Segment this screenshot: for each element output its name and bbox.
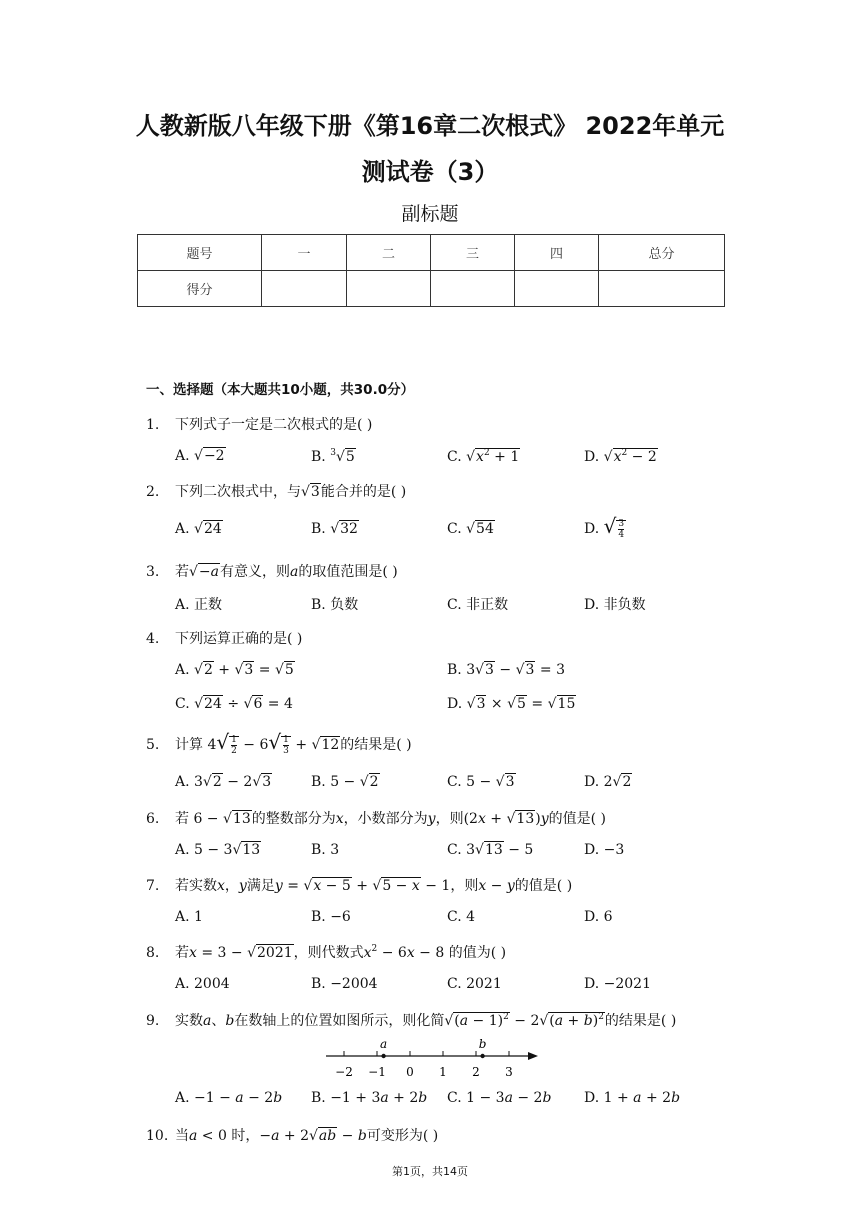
score-cell [347, 271, 431, 307]
question-9: 9. 实数a、b在数轴上的位置如图所示，则化简$√(a - 1)^2 - 2√(a + b)^2$的结果是( ) [146, 1012, 677, 1029]
question-number: 1. [146, 417, 160, 433]
score-table-header-row [138, 235, 725, 271]
option-9d: D. 1 + a + 2b [584, 1090, 681, 1106]
question-number: 9. [146, 1013, 160, 1029]
question-3: 3. 若√−a有意义，则a的取值范围是( ) [146, 564, 398, 580]
score-table-row [138, 271, 725, 307]
score-cell [431, 271, 515, 307]
option-7b: B. −6 [311, 909, 351, 925]
question-text: 下列式子一定是二次根式的是( ) [175, 417, 373, 433]
question-6: 6. 若 6 − √13的整数部分为x，小数部分为y，则(2x + √13)y的值是( ) [146, 811, 607, 827]
number-line-point [381, 1054, 385, 1058]
question-number: 3. [146, 564, 160, 580]
option-8a: A. 2004 [175, 976, 230, 992]
question-number: 10. [146, 1128, 169, 1144]
option-4c: C. √24 ÷ √6 = 4 [175, 696, 293, 712]
option-8c: C. 2021 [447, 976, 502, 992]
question-number: 6. [146, 811, 160, 827]
score-table [137, 234, 725, 307]
question-8: 8. 若x = 3 − √2021，则代数式$x^2 - 6x - 8$ 的值为( ) [146, 944, 507, 961]
option-5d: D. 2√2 [584, 774, 632, 790]
option-9a: A. −1 − a − 2b [175, 1090, 283, 1106]
option-5a: A. 3√2 − 2√3 [175, 774, 272, 790]
option-2d: D. √ $\frac{3}{4}$ [584, 514, 625, 540]
question-7: 7. 若实数x，y满足y = √x − 5 + √5 − x − 1，则x − y的值是( ) [146, 878, 573, 894]
option-4a: A. √2 + √3 = √5 [175, 662, 294, 678]
score-table-header: 题号 [138, 235, 262, 271]
option-2a: A. √24 [175, 521, 222, 537]
number-line-point-label: a [380, 1038, 388, 1051]
number-line-tick-label: −2 [335, 1065, 353, 1079]
number-line-point [480, 1054, 484, 1058]
option-3a: A. 正数 [175, 597, 223, 613]
option-8b: B. −2004 [311, 976, 378, 992]
page-footer: 第1页，共14页 [392, 1165, 468, 1178]
question-2: 2. 下列二次根式中，与√3能合并的是( ) [146, 484, 407, 500]
question-number: 4. [146, 631, 160, 647]
option-1c: C. $√x^2 + 1$ [447, 448, 520, 465]
exam-title-line1: 人教新版八年级下册《第16章二次根式》 2022年单元 [135, 112, 725, 140]
option-3b: B. 负数 [311, 597, 359, 613]
option-6d: D. −3 [584, 842, 625, 858]
score-table-header: 三 [431, 235, 515, 271]
number-line-tick-label: 2 [472, 1065, 480, 1079]
score-cell [599, 271, 725, 307]
score-table-header: 四 [515, 235, 599, 271]
number-line-tick-label: 1 [439, 1065, 447, 1079]
option-1d: D. $√x^2 - 2$ [584, 448, 657, 465]
number-line-tick-label: 0 [406, 1065, 414, 1079]
score-table-header: 一 [262, 235, 347, 271]
option-5b: B. 5 − √2 [311, 774, 379, 790]
question-number: 2. [146, 484, 160, 500]
option-1a: A. √−2 [175, 448, 225, 464]
number-line-tick-label: 3 [505, 1065, 513, 1079]
option-4b: B. 3√3 − √3 = 3 [447, 662, 565, 678]
option-5c: C. 5 − √3 [447, 774, 515, 790]
option-2c: C. √54 [447, 521, 494, 537]
score-cell [515, 271, 599, 307]
question-5: 5. 计算 4√ $\frac{1}{2}$ − 6√ $\frac{1}{3}$ + √12的结果是( ) [146, 730, 412, 756]
number-line-labels [335, 1065, 513, 1079]
exam-subtitle: 副标题 [401, 203, 459, 225]
option-6c: C. 3√13 − 5 [447, 842, 534, 858]
question-10: 10. 当a < 0 时，−a + 2√ab − b可变形为( ) [146, 1128, 439, 1144]
score-table-header: 总分 [599, 235, 725, 271]
number-line-tick-label: −1 [368, 1065, 386, 1079]
option-8d: D. −2021 [584, 976, 651, 992]
question-1 [146, 414, 372, 434]
section-title: 一、选择题（本大题共10小题，共30.0分） [146, 382, 415, 398]
option-7d: D. 6 [584, 909, 613, 925]
option-2b: B. √32 [311, 521, 358, 537]
option-3c: C. 非正数 [447, 597, 509, 613]
score-table-header: 二 [347, 235, 431, 271]
question-4: 4. 下列运算正确的是( ) [146, 631, 303, 647]
option-9b: B. −1 + 3a + 2b [311, 1090, 428, 1106]
question-number: 5. [146, 737, 160, 753]
number-line-arrow [528, 1052, 538, 1060]
option-9c: C. 1 − 3a − 2b [447, 1090, 552, 1106]
number-line-point-label: b [478, 1038, 487, 1051]
question-number: 7. [146, 878, 160, 894]
option-3d: D. 非负数 [584, 597, 646, 613]
option-1b: B. $^3$√5 [311, 448, 355, 465]
option-7a: A. 1 [175, 909, 203, 925]
score-row-label: 得分 [138, 271, 262, 307]
question-number: 8. [146, 945, 160, 961]
number-line-points [380, 1038, 486, 1058]
option-6b: B. 3 [311, 842, 340, 858]
option-7c: C. 4 [447, 909, 476, 925]
score-cell [262, 271, 347, 307]
exam-title-line2: 测试卷（3） [361, 158, 499, 186]
option-4d: D. √3 × √5 = √15 [447, 696, 576, 712]
number-line-figure [326, 1038, 546, 1082]
option-6a: A. 5 − 3√13 [175, 842, 261, 858]
